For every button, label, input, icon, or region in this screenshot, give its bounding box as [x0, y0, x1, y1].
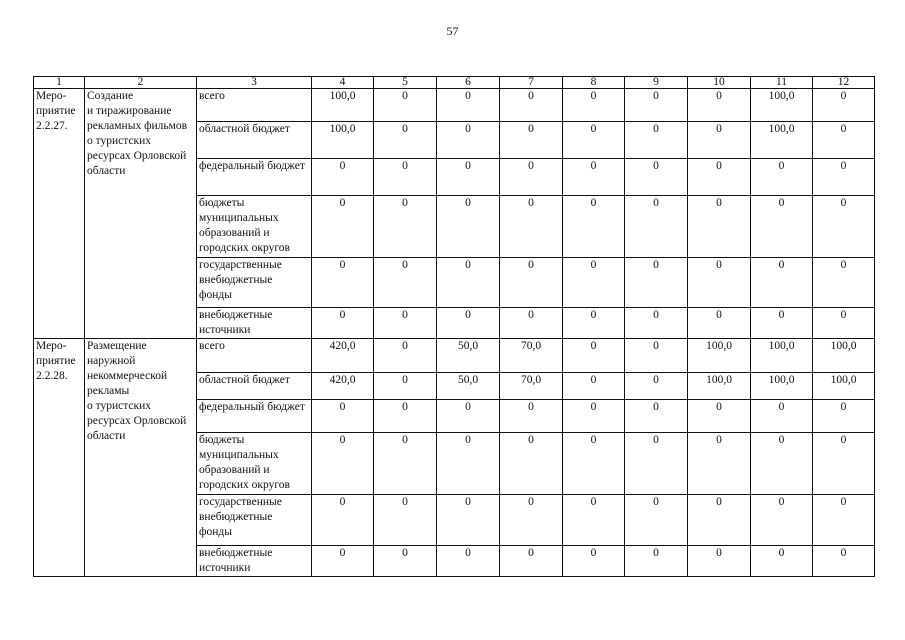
measure-cell: Меро- приятие 2.2.28. [34, 339, 85, 577]
value-cell: 0 [500, 546, 563, 577]
value-cell: 0 [563, 196, 625, 258]
value-cell: 0 [563, 159, 625, 196]
value-cell: 0 [813, 400, 875, 433]
value-cell: 0 [500, 196, 563, 258]
value-cell: 70,0 [500, 373, 563, 400]
header-cell: 6 [437, 77, 500, 89]
value-cell: 0 [374, 546, 437, 577]
value-cell: 0 [751, 308, 813, 339]
value-cell: 0 [688, 400, 751, 433]
table-header-row [34, 77, 875, 89]
value-cell: 0 [374, 159, 437, 196]
value-cell: 0 [688, 258, 751, 308]
value-cell: 0 [688, 433, 751, 495]
value-cell: 0 [374, 339, 437, 373]
funding-source-cell: внебюджетные источники [197, 308, 312, 339]
page-number: 57 [446, 24, 459, 38]
value-cell: 100,0 [751, 89, 813, 122]
value-cell: 0 [563, 400, 625, 433]
value-cell: 0 [437, 159, 500, 196]
value-cell: 0 [813, 159, 875, 196]
value-cell: 0 [688, 196, 751, 258]
value-cell: 0 [563, 433, 625, 495]
value-cell: 0 [688, 89, 751, 122]
value-cell: 0 [688, 308, 751, 339]
value-cell: 0 [312, 258, 374, 308]
value-cell: 0 [374, 258, 437, 308]
funding-source-cell: бюджеты муниципальных образований и городских округов [197, 196, 312, 258]
value-cell: 0 [563, 89, 625, 122]
table-row [34, 339, 875, 373]
value-cell: 0 [625, 339, 688, 373]
value-cell: 0 [374, 89, 437, 122]
value-cell: 0 [625, 196, 688, 258]
value-cell: 0 [751, 258, 813, 308]
value-cell: 0 [437, 196, 500, 258]
value-cell: 0 [374, 122, 437, 159]
description-cell: Создание и тиражирование рекламных фильмов о туристских ресурсах Орловской области [85, 89, 197, 339]
value-cell: 0 [437, 308, 500, 339]
value-cell: 0 [437, 89, 500, 122]
value-cell: 0 [813, 258, 875, 308]
value-cell: 0 [437, 433, 500, 495]
header-cell: 3 [197, 77, 312, 89]
value-cell: 0 [625, 546, 688, 577]
value-cell: 0 [625, 400, 688, 433]
value-cell: 0 [312, 433, 374, 495]
value-cell: 0 [374, 308, 437, 339]
header-cell: 8 [563, 77, 625, 89]
value-cell: 0 [500, 433, 563, 495]
value-cell: 0 [500, 159, 563, 196]
value-cell: 0 [813, 495, 875, 546]
funding-source-cell: бюджеты муниципальных образований и городских округов [197, 433, 312, 495]
funding-source-cell: федеральный бюджет [197, 400, 312, 433]
value-cell: 0 [625, 122, 688, 159]
funding-source-cell: государственные внебюджетные фонды [197, 495, 312, 546]
value-cell: 0 [374, 433, 437, 495]
value-cell: 50,0 [437, 339, 500, 373]
value-cell: 0 [751, 433, 813, 495]
value-cell: 0 [751, 159, 813, 196]
description-cell: Размещение наружной некоммерческой рекламы о туристских ресурсах Орловской области [85, 339, 197, 577]
value-cell: 0 [312, 308, 374, 339]
value-cell: 50,0 [437, 373, 500, 400]
table-row [34, 89, 875, 122]
value-cell: 0 [312, 546, 374, 577]
value-cell: 0 [688, 159, 751, 196]
funding-source-cell: государственные внебюджетные фонды [197, 258, 312, 308]
value-cell: 0 [751, 400, 813, 433]
value-cell: 0 [312, 400, 374, 433]
value-cell: 0 [437, 400, 500, 433]
funding-source-cell: областной бюджет [197, 122, 312, 159]
value-cell: 100,0 [688, 339, 751, 373]
value-cell: 0 [813, 89, 875, 122]
value-cell: 0 [437, 546, 500, 577]
value-cell: 0 [625, 308, 688, 339]
value-cell: 100,0 [813, 373, 875, 400]
value-cell: 0 [312, 159, 374, 196]
value-cell: 0 [813, 546, 875, 577]
header-cell: 11 [751, 77, 813, 89]
value-cell: 0 [813, 122, 875, 159]
value-cell: 0 [374, 373, 437, 400]
value-cell: 0 [312, 495, 374, 546]
value-cell: 0 [625, 159, 688, 196]
value-cell: 100,0 [813, 339, 875, 373]
value-cell: 0 [813, 196, 875, 258]
value-cell: 100,0 [312, 89, 374, 122]
header-cell: 9 [625, 77, 688, 89]
measure-cell: Меро- приятие 2.2.27. [34, 89, 85, 339]
value-cell: 0 [563, 373, 625, 400]
value-cell: 0 [625, 258, 688, 308]
value-cell: 0 [374, 495, 437, 546]
funding-source-cell: внебюджетные источники [197, 546, 312, 577]
value-cell: 0 [625, 495, 688, 546]
value-cell: 420,0 [312, 373, 374, 400]
value-cell: 0 [625, 433, 688, 495]
header-cell: 4 [312, 77, 374, 89]
value-cell: 0 [374, 400, 437, 433]
funding-source-cell: всего [197, 89, 312, 122]
value-cell: 100,0 [312, 122, 374, 159]
funding-source-cell: федеральный бюджет [197, 159, 312, 196]
value-cell: 0 [437, 495, 500, 546]
value-cell: 0 [688, 495, 751, 546]
value-cell: 0 [500, 258, 563, 308]
value-cell: 0 [625, 89, 688, 122]
value-cell: 0 [813, 308, 875, 339]
value-cell: 70,0 [500, 339, 563, 373]
header-cell: 5 [374, 77, 437, 89]
value-cell: 0 [751, 196, 813, 258]
header-cell: 2 [85, 77, 197, 89]
value-cell: 100,0 [751, 339, 813, 373]
value-cell: 0 [500, 308, 563, 339]
value-cell: 0 [563, 339, 625, 373]
value-cell: 0 [688, 122, 751, 159]
value-cell: 0 [437, 122, 500, 159]
value-cell: 420,0 [312, 339, 374, 373]
value-cell: 0 [437, 258, 500, 308]
value-cell: 0 [563, 122, 625, 159]
value-cell: 0 [625, 373, 688, 400]
value-cell: 0 [312, 196, 374, 258]
budget-table [33, 76, 875, 577]
funding-source-cell: областной бюджет [197, 373, 312, 400]
value-cell: 100,0 [751, 373, 813, 400]
value-cell: 0 [500, 495, 563, 546]
header-cell: 7 [500, 77, 563, 89]
header-cell: 10 [688, 77, 751, 89]
value-cell: 0 [688, 546, 751, 577]
header-cell: 1 [34, 77, 85, 89]
value-cell: 0 [500, 400, 563, 433]
funding-source-cell: всего [197, 339, 312, 373]
value-cell: 0 [374, 196, 437, 258]
value-cell: 100,0 [688, 373, 751, 400]
value-cell: 0 [563, 495, 625, 546]
value-cell: 0 [563, 308, 625, 339]
value-cell: 0 [500, 122, 563, 159]
value-cell: 0 [751, 546, 813, 577]
value-cell: 100,0 [751, 122, 813, 159]
value-cell: 0 [500, 89, 563, 122]
header-cell: 12 [813, 77, 875, 89]
value-cell: 0 [563, 258, 625, 308]
value-cell: 0 [813, 433, 875, 495]
value-cell: 0 [563, 546, 625, 577]
value-cell: 0 [751, 495, 813, 546]
